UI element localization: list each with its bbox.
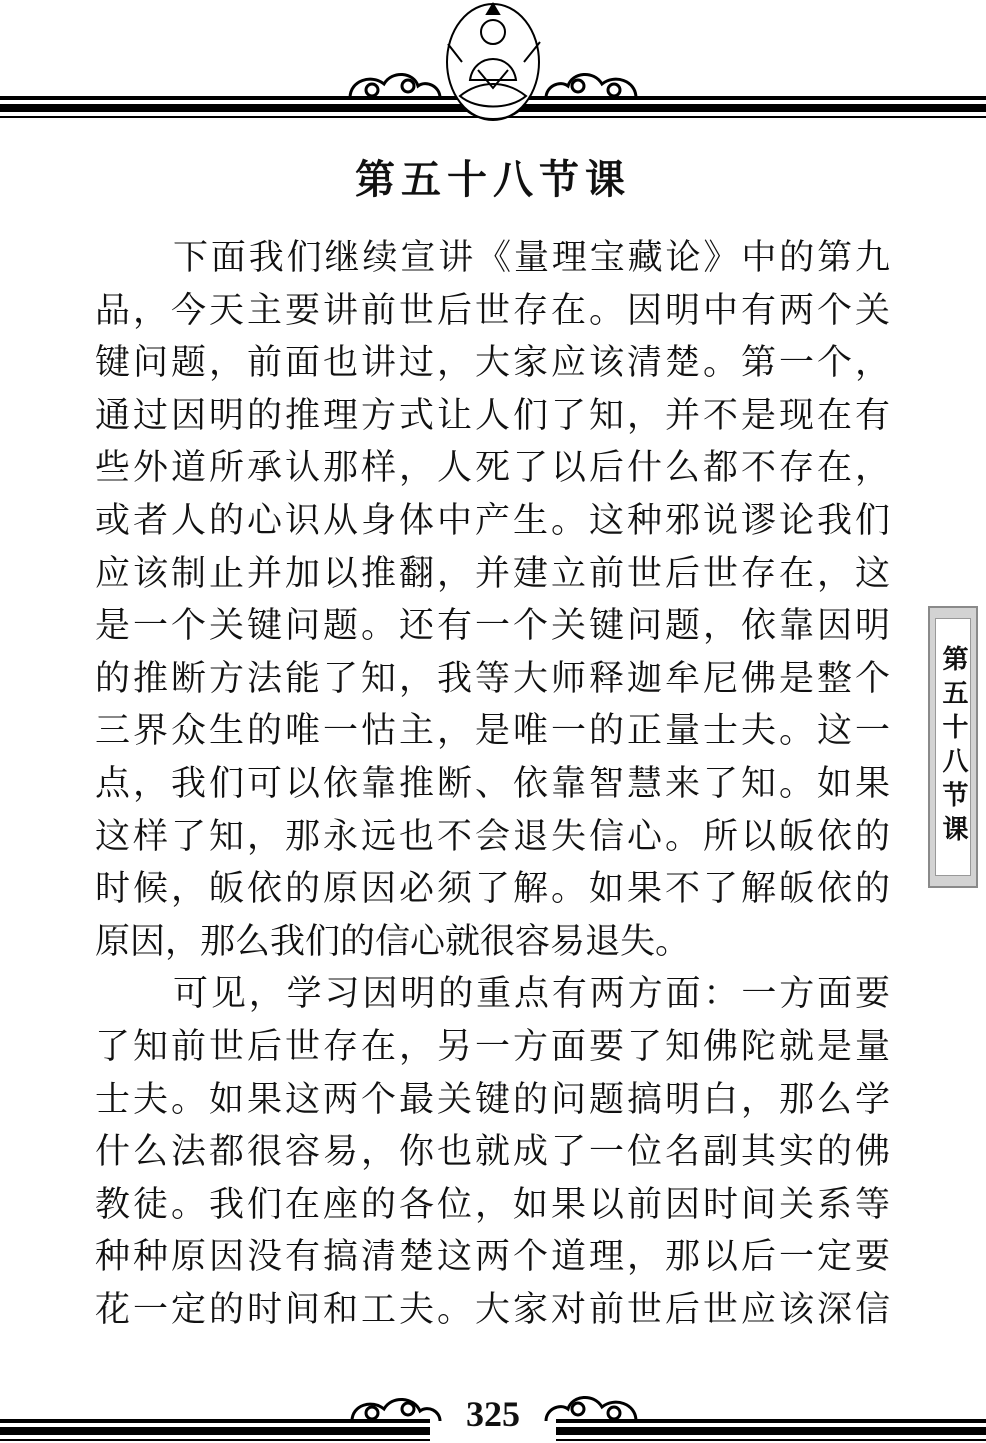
side-chapter-tab-label: 第五十八节课 bbox=[938, 645, 968, 849]
text-line: 这样了知，那永远也不会退失信心。所以皈依的 bbox=[95, 816, 890, 857]
header-ornament bbox=[0, 0, 986, 130]
side-chapter-tab-inner bbox=[935, 618, 971, 876]
text-line: 花一定的时间和工夫。大家对前世后世应该深信 bbox=[95, 1289, 890, 1330]
buddhist-deity-emblem bbox=[447, 4, 540, 120]
text-line: 点，我们可以依靠推断、依靠智慧来了知。如果 bbox=[95, 763, 890, 804]
text-line: 了知前世后世存在，另一方面要了知佛陀就是量 bbox=[95, 1026, 890, 1067]
page-number: 325 bbox=[466, 1394, 520, 1434]
text-line: 什么法都很容易，你也就成了一位名副其实的佛 bbox=[95, 1132, 890, 1173]
text-line: 通过因明的推理方式让人们了知，并不是现在有 bbox=[95, 395, 890, 436]
footer-cloud-right bbox=[546, 1397, 636, 1421]
cloud-scroll-ornament-left bbox=[350, 74, 440, 98]
text-line: 时候，皈依的原因必须了解。如果不了解皈依的 bbox=[95, 869, 890, 910]
text-line: 可见，学习因明的重点有两方面：一方面要 bbox=[173, 974, 890, 1015]
text-line: 品，今天主要讲前世后世存在。因明中有两个关 bbox=[95, 290, 890, 331]
text-line: 键问题，前面也讲过，大家应该清楚。第一个， bbox=[95, 343, 890, 384]
page-title: 第五十八节课 bbox=[355, 156, 631, 203]
text-line: 原因，那么我们的信心就很容易退失。 bbox=[95, 921, 691, 962]
text-line: 教徒。我们在座的各位，如果以前因时间关系等 bbox=[95, 1184, 890, 1225]
text-line: 是一个关键问题。还有一个关键问题，依靠因明 bbox=[95, 606, 890, 647]
text-line: 的推断方法能了知，我等大师释迦牟尼佛是整个 bbox=[95, 658, 890, 699]
text-line: 下面我们继续宣讲《量理宝藏论》中的第九 bbox=[173, 238, 890, 278]
text-line: 或者人的心识从身体中产生。这种邪说谬论我们 bbox=[95, 500, 890, 541]
side-chapter-tab bbox=[928, 606, 978, 888]
text-line: 三界众生的唯一怙主，是唯一的正量士夫。这一 bbox=[95, 711, 890, 752]
cloud-scroll-ornament-right bbox=[546, 74, 636, 98]
text-line: 些外道所承认那样，人死了以后什么都不存在， bbox=[95, 448, 890, 489]
text-line: 应该制止并加以推翻，并建立前世后世存在，这 bbox=[95, 553, 890, 594]
text-line: 士夫。如果这两个最关键的问题搞明白，那么学 bbox=[95, 1079, 890, 1120]
text-line: 种种原因没有搞清楚这两个道理，那以后一定要 bbox=[95, 1237, 890, 1278]
body-text bbox=[95, 232, 890, 1336]
footer-cloud-left bbox=[352, 1399, 440, 1421]
